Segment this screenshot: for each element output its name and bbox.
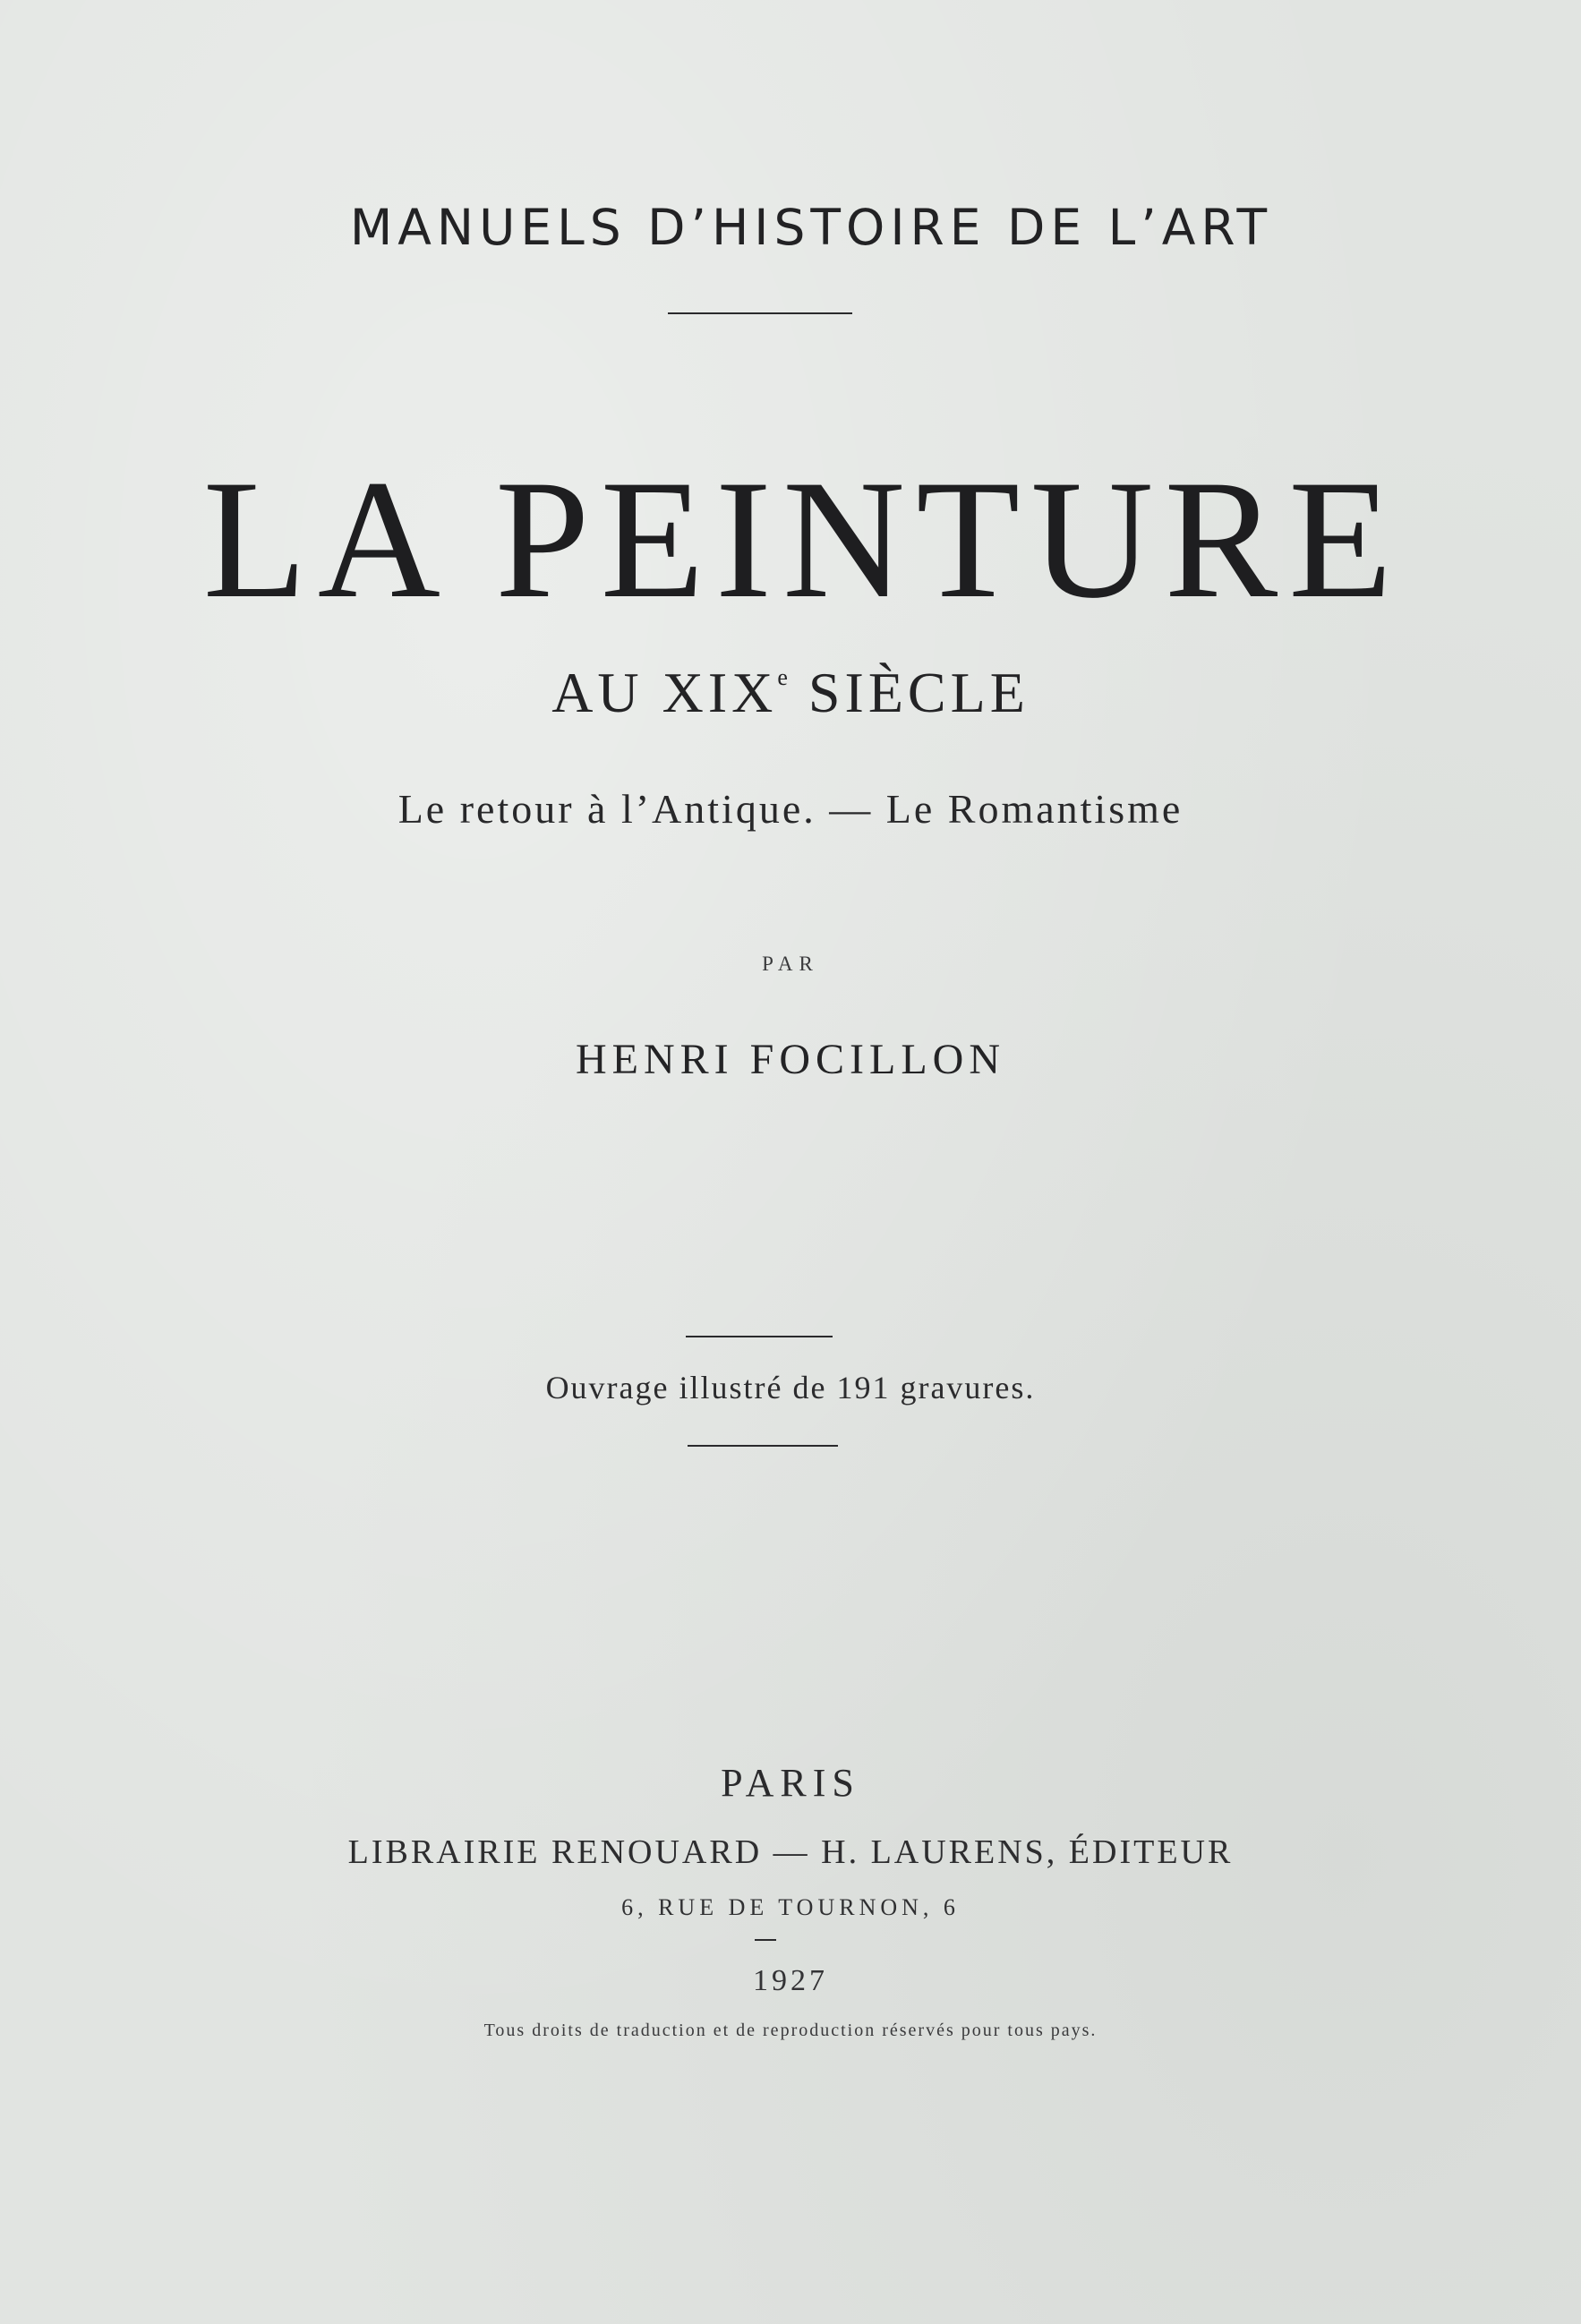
rights-notice: Tous droits de traduction et de reproduction réservés pour tous pays. [483,2021,1098,2040]
book-subject: Le retour à l’Antique. — Le Romantisme [397,786,1184,832]
by-label: PAR [762,953,819,975]
book-subtitle [0,661,1581,724]
illustrations-divider-top [686,1336,833,1337]
publication-year: 1927 [753,1964,828,1997]
series-title: MANUELS D’HISTOIRE DE L’ART [349,199,1273,256]
publication-city: PARIS [721,1761,860,1805]
illustrations-divider-bottom [688,1445,838,1447]
subtitle-suffix: SIÈCLE [789,661,1030,724]
illustrations-note: Ouvrage illustré de 191 gravures. [545,1370,1036,1406]
author-name: HENRI FOCILLON [576,1036,1005,1083]
address-divider [755,1939,776,1941]
publisher-name: LIBRAIRIE RENOUARD — H. LAURENS, ÉDITEUR [347,1833,1234,1871]
series-divider [668,312,852,314]
publisher-address: 6, RUE DE TOURNON, 6 [621,1894,960,1920]
subtitle-prefix: AU XIX [551,661,778,724]
book-title: LA PEINTURE [202,446,1404,634]
subtitle-superscript: e [777,664,790,690]
